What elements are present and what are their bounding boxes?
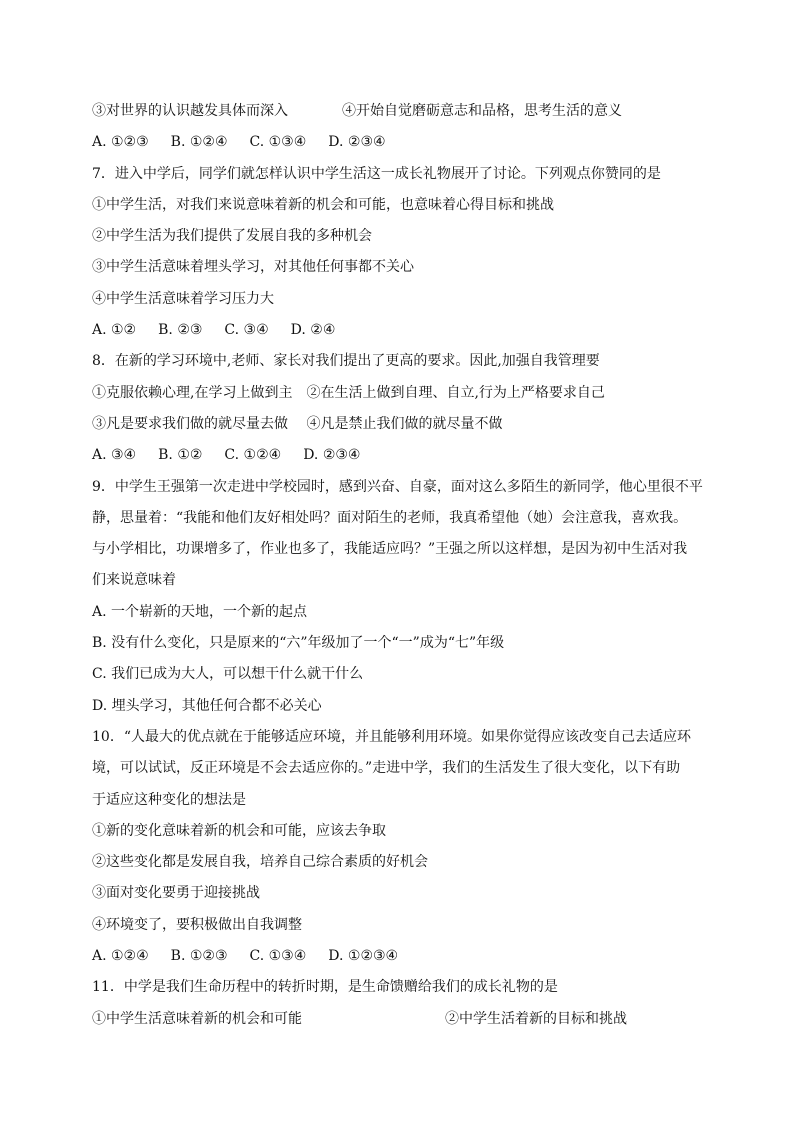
answer-option: B. ②③ bbox=[158, 322, 203, 339]
answer-option: A. ①②④ bbox=[92, 948, 149, 965]
text-line: 10．“人最大的优点就在于能够适应环境，并且能够利用环境。如果你觉得应该改变自己去适应环 bbox=[92, 728, 691, 745]
question-content bbox=[92, 98, 712, 1037]
answer-option: A. ③④ bbox=[92, 447, 137, 464]
answer-option: B. ①②③ bbox=[170, 948, 228, 965]
text-line: A. 一个崭新的天地，一个新的起点 bbox=[92, 603, 308, 620]
answer-options bbox=[92, 943, 712, 974]
answer-option: D. ①②③④ bbox=[328, 948, 399, 965]
right-statement: ④开始自觉磨砺意志和品格，思考生活的意义 bbox=[342, 103, 622, 119]
text-line: 7．进入中学后，同学们就怎样认识中学生活这一成长礼物展开了讨论。下列观点你赞同的是 bbox=[92, 165, 661, 182]
two-column-line bbox=[92, 1006, 712, 1037]
answer-option: C. ①③④ bbox=[249, 134, 307, 151]
answer-option: B. ①②④ bbox=[170, 134, 228, 151]
left-statement: ③对世界的认识越发具体而深入 bbox=[92, 103, 288, 119]
answer-option: D. ②③④ bbox=[328, 134, 386, 151]
text-line: 静，思量着：“我能和他们友好相处吗？面对陌生的老师，我真希望他（她）会注意我，喜欢我。 bbox=[92, 509, 688, 526]
text-line: 境，可以试试，反正环境是不会去适应你的。”走进中学，我们的生活发生了很大变化，以下有助 bbox=[92, 760, 681, 777]
answer-options bbox=[92, 129, 712, 160]
answer-option: D. ②④ bbox=[290, 322, 336, 339]
text-line: 9．中学生王强第一次走进中学校园时，感到兴奋、自豪，面对这么多陌生的新同学，他心里很不平 bbox=[92, 478, 703, 495]
text-line: ③凡是要求我们做的就尽量去做 ④凡是禁止我们做的就尽量不做 bbox=[92, 415, 503, 432]
text-line: C. 我们已成为大人，可以想干什么就干什么 bbox=[92, 666, 364, 683]
answer-option: C. ③④ bbox=[224, 322, 269, 339]
text-line: 于适应这种变化的想法是 bbox=[92, 791, 246, 808]
text-line: 与小学相比，功课增多了，作业也多了，我能适应吗？”王强之所以这样想，是因为初中生活对我 bbox=[92, 541, 688, 558]
text-line: ①中学生活，对我们来说意味着新的机会和可能，也意味着心得目标和挑战 bbox=[92, 196, 554, 213]
answer-options bbox=[92, 442, 712, 473]
text-line: ②这些变化都是发展自我，培养自己综合素质的好机会 bbox=[92, 854, 428, 871]
text-line: 11．中学是我们生命历程中的转折时期，是生命馈赠给我们的成长礼物的是 bbox=[92, 979, 558, 996]
text-line: ③面对变化要勇于迎接挑战 bbox=[92, 885, 260, 902]
answer-options bbox=[92, 317, 712, 348]
text-line: ④中学生活意味着学习压力大 bbox=[92, 290, 274, 307]
two-column-line bbox=[92, 98, 712, 129]
text-line: 8．在新的学习环境中,老师、家长对我们提出了更高的要求。因此,加强自我管理要 bbox=[92, 353, 600, 370]
answer-option: C. ①③④ bbox=[249, 948, 307, 965]
answer-option: B. ①② bbox=[158, 447, 203, 464]
text-line: 们来说意味着 bbox=[92, 572, 176, 589]
answer-option: A. ①②③ bbox=[92, 134, 149, 151]
text-line: D. 埋头学习，其他任何合都不必关心 bbox=[92, 697, 322, 714]
left-statement: ①中学生活意味着新的机会和可能 bbox=[92, 1010, 302, 1027]
right-statement: ②中学生活着新的目标和挑战 bbox=[445, 1010, 627, 1027]
answer-option: D. ②③④ bbox=[303, 447, 361, 464]
answer-option: C. ①②④ bbox=[224, 447, 282, 464]
text-line: ②中学生活为我们提供了发展自我的多种机会 bbox=[92, 228, 372, 245]
text-line: ③中学生活意味着埋头学习，对其他任何事都不关心 bbox=[92, 259, 414, 276]
text-line: ①新的变化意味着新的机会和可能，应该去争取 bbox=[92, 822, 386, 839]
text-line: B. 没有什么变化，只是原来的“六”年级加了一个“一”成为“七”年级 bbox=[92, 635, 505, 652]
text-line: ①克服依赖心理,在学习上做到主 ②在生活上做到自理、自立,行为上严格要求自己 bbox=[92, 384, 605, 401]
answer-option: A. ①② bbox=[92, 322, 137, 339]
text-line: ④环境变了，要积极做出自我调整 bbox=[92, 916, 302, 933]
